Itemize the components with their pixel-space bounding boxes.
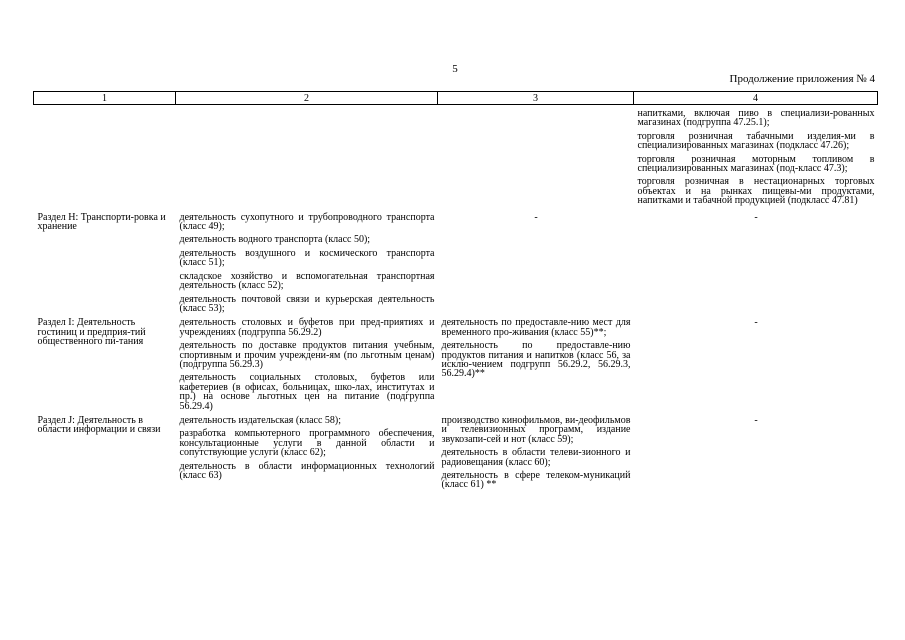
activity-item: торговля розничная в нестационарных торговых объектах и на рынках пищевы-ми продуктами, напитками и табачной продукцией (подкласс 47.81) [637, 176, 875, 207]
activity-item: деятельность по доставке продуктов питания учебным, спортивным и прочим учреждени-ям (по льготным ценам) (подгруппа 56.29.3) [179, 340, 435, 370]
allowed-activities-cell [176, 313, 438, 411]
empty-dash: - [754, 211, 758, 223]
activity-item: деятельность по предоставле-нию мест для временного про-живания (класс 55)**; [441, 317, 631, 338]
allowed-activities-cell [176, 105, 438, 212]
restricted-activities-cell [438, 411, 634, 490]
restricted-activities-cell [438, 105, 634, 212]
section-cell [34, 105, 176, 212]
activity-item: деятельность социальных столовых, буфетов или кафетериев (в офисах, больницах, шко-лах, институтах и пр.) на основе льготных цен на питание (подгруппа 56.29.4) [179, 372, 435, 412]
column-number-row [34, 92, 878, 105]
table-row [34, 313, 878, 411]
activity-item: торговля розничная табачными изделия-ми в специализированных магазинах (подкласс 47.26); [637, 130, 875, 152]
excluded-activities-cell [634, 313, 878, 411]
table-row [34, 212, 878, 314]
activity-item: деятельность в области телеви-зионного и радиовещания (класс 60); [441, 447, 631, 468]
empty-dash: - [534, 211, 538, 223]
activity-item: деятельность почтовой связи и курьерская деятельность (класс 53); [179, 293, 435, 314]
section-title: Раздел J: Деятельность в области информации и связи [37, 414, 161, 436]
allowed-activities-cell [176, 411, 438, 490]
restricted-activities-cell [438, 212, 634, 314]
empty-dash: - [754, 414, 758, 426]
column-header-1: 1 [34, 92, 176, 105]
section-title: Раздел I: Деятельность гостиниц и предприя-тий общественного пи-тания [37, 317, 146, 348]
activity-item: деятельность в сфере телеком-муникаций (класс 61) ** [441, 470, 631, 491]
activity-item: напитками, включая пиво в специализи-рованных магазинах (подгруппа 47.25.1); [637, 108, 875, 129]
section-cell [34, 313, 176, 411]
excluded-activities-cell [634, 411, 878, 490]
section-title: Раздел H: Транспорти-ровка и хранение [37, 211, 166, 233]
table-row [34, 105, 878, 212]
section-cell [34, 212, 176, 314]
empty-dash: - [754, 317, 758, 329]
activity-item: торговля розничная моторным топливом в специализированных магазинах (под-класс 47.3); [637, 153, 875, 175]
excluded-activities-cell [634, 212, 878, 314]
activity-item: деятельность столовых и буфетов при пред-приятиях и учреждениях (подгруппа 56.29.2) [179, 317, 435, 338]
activity-item: деятельность сухопутного и трубопроводного транспорта (класс 49); [179, 211, 435, 233]
activity-item: деятельность воздушного и космического транспорта (класс 51); [179, 247, 435, 269]
activity-item: деятельность в области информационных технологий (класс 63) [179, 460, 435, 481]
activity-item: производство кинофильмов, ви-деофильмов и телевизионных программ, издание звукозапи-сей и нот (класс 59); [441, 414, 631, 445]
section-cell [34, 411, 176, 490]
allowed-activities-cell [176, 212, 438, 314]
activity-item: деятельность издательская (класс 58); [179, 414, 341, 426]
restricted-activities-cell [438, 313, 634, 411]
column-header-3: 3 [438, 92, 634, 105]
activity-item: деятельность водного транспорта (класс 50); [179, 234, 371, 246]
column-header-4: 4 [634, 92, 878, 105]
column-header-2: 2 [176, 92, 438, 105]
classification-table [33, 91, 878, 490]
activity-item: разработка компьютерного программного обеспечения, консультационные услуги в данной области и сопутствующие услуги (класс 62); [179, 428, 435, 459]
page-number: 5 [452, 63, 458, 75]
continuation-label: Продолжение приложения № 4 [729, 73, 875, 85]
table-row [34, 411, 878, 490]
activity-item: складское хозяйство и вспомогательная транспортная деятельность (класс 52); [179, 270, 435, 292]
excluded-activities-cell [634, 105, 878, 212]
activity-item: деятельность по предоставле-нию продуктов питания и напитков (класс 56, за исклю-чением подгрупп 56.29.2, 56.29.3, 56.29.4)** [441, 340, 631, 380]
